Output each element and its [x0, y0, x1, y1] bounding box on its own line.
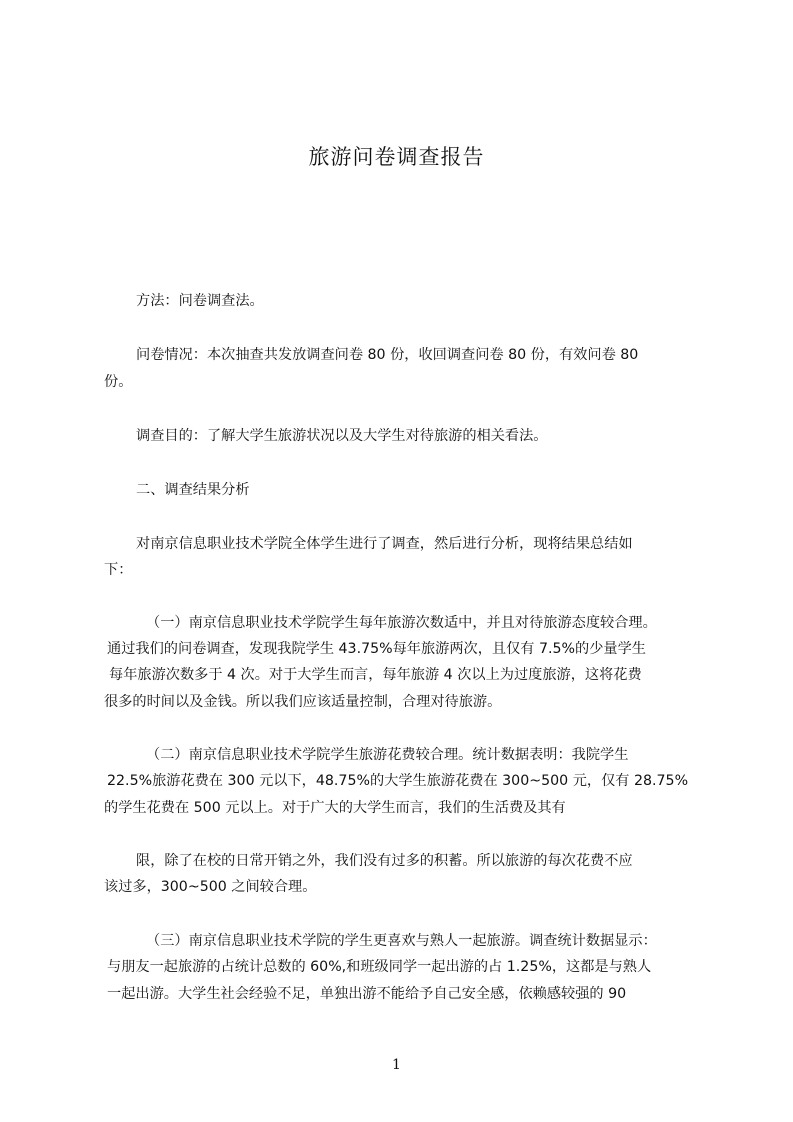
intro-line: 对南京信息职业技术学院全体学生进行了调查，然后进行分析，现将结果总结如: [136, 536, 633, 552]
finding-1-line-1: （一）南京信息职业技术学院学生每年旅游次数适中，并且对待旅游态度较合理。: [146, 615, 657, 631]
section-heading: 二、调查结果分析: [136, 482, 250, 498]
finding-2-line-1: （二）南京信息职业技术学院学生旅游花费较合理。统计数据表明：我院学生: [146, 747, 629, 763]
finding-2-line-4: 限，除了在校的日常开销之外，我们没有过多的积蓄。所以旅游的每次花费不应: [136, 853, 633, 869]
method-line: 方法：问卷调查法。: [136, 293, 264, 309]
finding-1-line-2: 通过我们的问卷调查，发现我院学生 43.75%每年旅游两次，且仅有 7.5%的少量学生: [107, 641, 646, 657]
document-title: 旅游问卷调查报告: [308, 145, 485, 169]
finding-1-line-4: 很多的时间以及金钱。所以我们应该适量控制，合理对待旅游。: [104, 694, 502, 710]
finding-3-line-1: （三）南京信息职业技术学院的学生更喜欢与熟人一起旅游。调查统计数据显示：: [146, 933, 657, 949]
finding-1-line-3: 每年旅游次数多于 4 次。对于大学生而言，每年旅游 4 次以上为过度旅游，这将花费: [109, 667, 642, 683]
finding-3-line-3: 一起出游。大学生社会经验不足，单独出游不能给予自己安全感，依赖感较强的 90: [107, 986, 627, 1002]
questionnaire-line: 问卷情况：本次抽查共发放调查问卷 80 份，收回调查问卷 80 份，有效问卷 80: [136, 347, 639, 363]
finding-2-line-2: 22.5%旅游花费在 300 元以下，48.75%的大学生旅游花费在 300~500 元，仅有 28.75%: [107, 773, 689, 789]
finding-2-line-5: 该过多，300~500 之间较合理。: [104, 879, 317, 895]
finding-2-line-3: 的学生花费在 500 元以上。对于广大的大学生而言，我们的生活费及其有: [104, 800, 566, 816]
page-number: 1: [392, 1057, 401, 1073]
finding-3-line-2: 与朋友一起旅游的占统计总数的 60%,和班级同学一起出游的占 1.25%，这都是与熟人: [107, 959, 652, 975]
purpose-line: 调查目的：了解大学生旅游状况以及大学生对待旅游的相关看法。: [136, 428, 548, 444]
intro-line-cont: 下：: [104, 562, 133, 578]
questionnaire-line-cont: 份。: [104, 374, 133, 390]
